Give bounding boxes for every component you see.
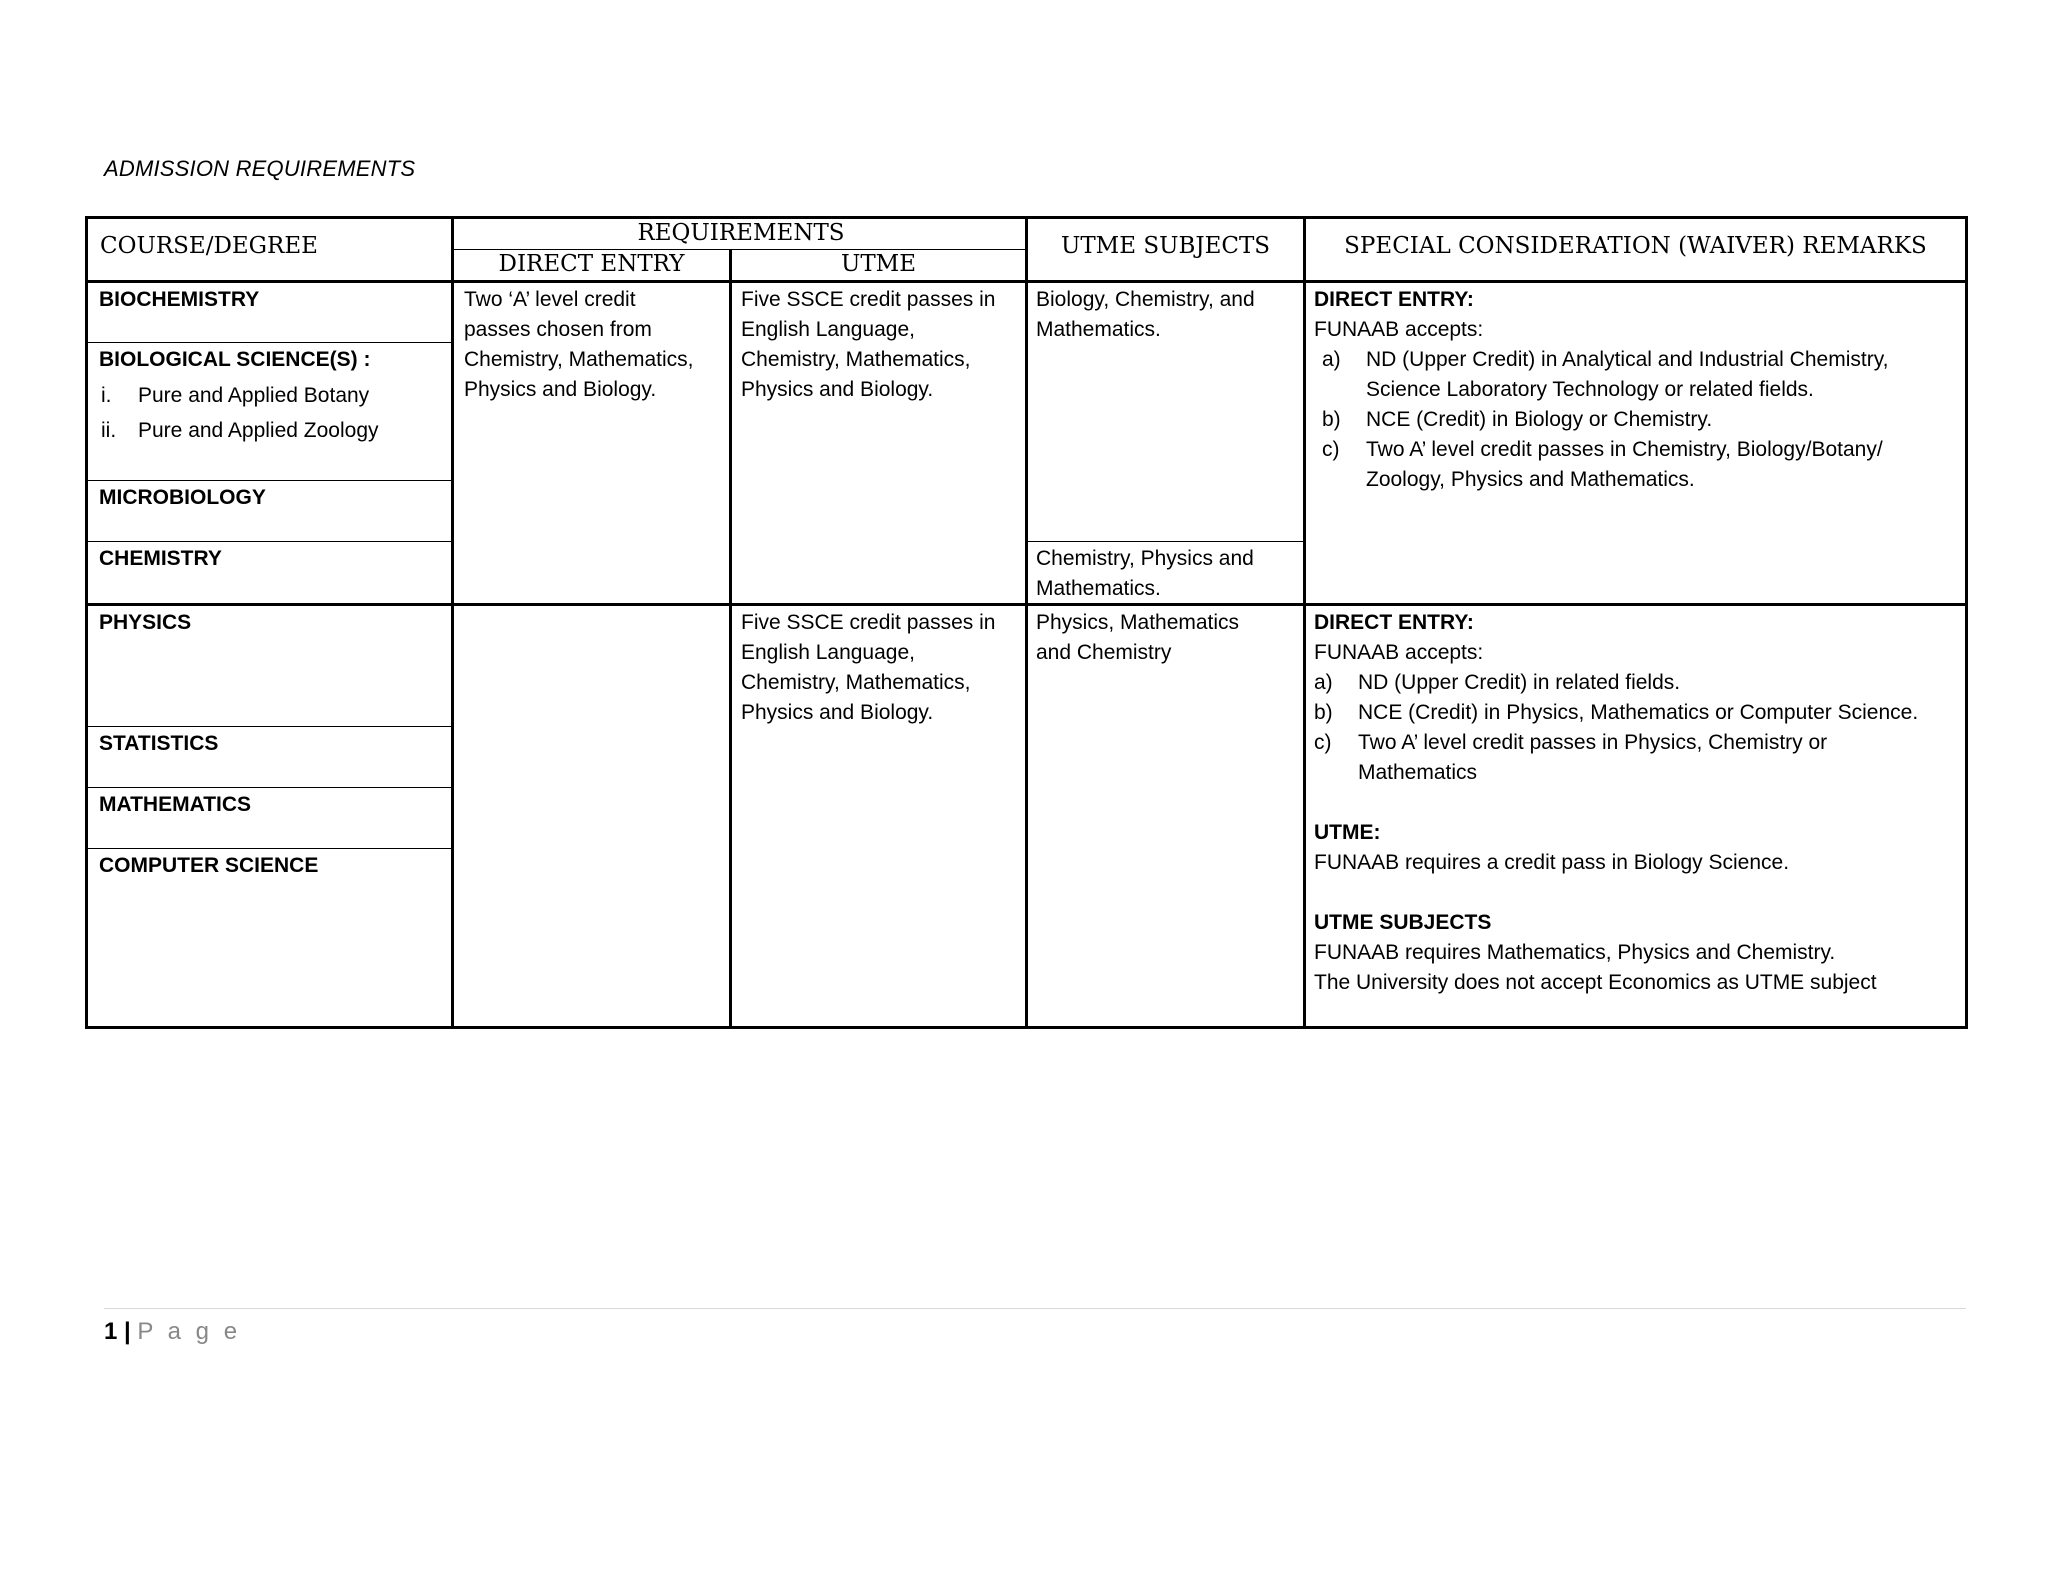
text-line: Physics, Mathematics — [1036, 611, 1240, 634]
header-sub-divider — [451, 249, 1028, 250]
row-line — [85, 342, 453, 343]
list-item-line: ND (Upper Credit) in Analytical and Industrial Chemistry, — [1366, 348, 1889, 371]
list-marker: c) — [1314, 731, 1332, 754]
text-line: Chemistry, Mathematics, — [741, 348, 971, 371]
utme-subjects-text: FUNAAB requires Mathematics, Physics and Chemistry. — [1314, 941, 1836, 964]
list-marker: a) — [1314, 671, 1333, 694]
text-line: Physics and Biology. — [464, 378, 657, 401]
list-item-line: NCE (Credit) in Biology or Chemistry. — [1366, 408, 1713, 431]
row-line — [1025, 541, 1305, 542]
list-marker: a) — [1322, 348, 1341, 371]
text-line: Mathematics. — [1036, 318, 1161, 341]
page-number: 1 — [104, 1318, 118, 1345]
group-divider — [85, 603, 1968, 606]
header-utme: UTME — [840, 251, 917, 277]
text-line: Chemistry, Mathematics, — [741, 671, 971, 694]
course-physics: PHYSICS — [99, 611, 192, 634]
row-line — [85, 848, 453, 849]
page-footer — [104, 1318, 241, 1346]
row-line — [85, 726, 453, 727]
text-line: English Language, — [741, 641, 915, 664]
text-line: Physics and Biology. — [741, 378, 934, 401]
header-direct-entry: DIRECT ENTRY — [498, 251, 685, 277]
header-utme-subjects: UTME SUBJECTS — [1060, 233, 1271, 259]
course-chemistry: CHEMISTRY — [99, 547, 222, 570]
list-marker: c) — [1322, 438, 1340, 461]
header-requirements: REQUIREMENTS — [637, 220, 845, 246]
row-line — [85, 787, 453, 788]
remarks-heading: DIRECT ENTRY: — [1314, 288, 1474, 311]
course-mathematics: MATHEMATICS — [99, 793, 252, 816]
text-line: Mathematics. — [1036, 577, 1161, 600]
text-line: and Chemistry — [1036, 641, 1172, 664]
course-biological-sciences: BIOLOGICAL SCIENCE(S) : — [99, 348, 371, 371]
col-divider-2 — [729, 249, 732, 1029]
course-statistics: STATISTICS — [99, 732, 219, 755]
header-bottom — [85, 280, 1968, 283]
footer-separator: | — [124, 1318, 131, 1345]
remarks-intro: FUNAAB accepts: — [1314, 318, 1484, 341]
text-line: Five SSCE credit passes in — [741, 288, 996, 311]
text-line: Five SSCE credit passes in — [741, 611, 996, 634]
page-label: P a g e — [137, 1318, 242, 1345]
remarks-intro: FUNAAB accepts: — [1314, 641, 1484, 664]
table-border-left — [85, 216, 88, 1029]
course-microbiology: MICROBIOLOGY — [99, 486, 266, 509]
text-line: passes chosen from — [464, 318, 652, 341]
utme-subjects-text: The University does not accept Economics as UTME subject — [1314, 971, 1877, 994]
footer-rule — [104, 1308, 1966, 1309]
document-title: ADMISSION REQUIREMENTS — [104, 156, 416, 181]
table-border-top — [85, 216, 1968, 219]
list-item-line: Mathematics — [1358, 761, 1478, 784]
list-item-line: Two A’ level credit passes in Chemistry, Biology/Botany/ — [1366, 438, 1883, 461]
table-border-bottom — [85, 1026, 1968, 1029]
list-marker: b) — [1322, 408, 1341, 431]
col-divider-1 — [451, 216, 454, 1029]
text-line: Biology, Chemistry, and — [1036, 288, 1255, 311]
list-item-line: ND (Upper Credit) in related fields. — [1358, 671, 1681, 694]
utme-text: FUNAAB requires a credit pass in Biology Science. — [1314, 851, 1790, 874]
list-item-line: Science Laboratory Technology or related fields. — [1366, 378, 1814, 401]
row-line — [85, 480, 453, 481]
sub-course-botany: Pure and Applied Botany — [138, 384, 370, 407]
list-marker: b) — [1314, 701, 1333, 724]
text-line: English Language, — [741, 318, 915, 341]
list-item-line: Two A’ level credit passes in Physics, Chemistry or — [1358, 731, 1828, 754]
text-line: Two ‘A’ level credit — [464, 288, 636, 311]
utme-subjects-heading: UTME SUBJECTS — [1314, 911, 1492, 934]
list-item-line: NCE (Credit) in Physics, Mathematics or Computer Science. — [1358, 701, 1919, 724]
utme-heading: UTME: — [1314, 821, 1381, 844]
col-divider-3 — [1025, 216, 1028, 1029]
remarks-heading: DIRECT ENTRY: — [1314, 611, 1474, 634]
header-course: COURSE/DEGREE — [100, 233, 318, 259]
course-computer-science: COMPUTER SCIENCE — [99, 854, 319, 877]
text-line: Physics and Biology. — [741, 701, 934, 724]
col-divider-4 — [1303, 216, 1306, 1029]
text-line: Chemistry, Physics and — [1036, 547, 1254, 570]
sub-marker: ii. — [101, 419, 117, 442]
text-line: Chemistry, Mathematics, — [464, 348, 694, 371]
list-item-line: Zoology, Physics and Mathematics. — [1366, 468, 1695, 491]
sub-marker: i. — [101, 384, 112, 407]
sub-course-zoology: Pure and Applied Zoology — [138, 419, 379, 442]
row-line — [85, 541, 453, 542]
course-biochemistry: BIOCHEMISTRY — [99, 288, 260, 311]
table-border-right — [1965, 216, 1968, 1029]
header-remarks: SPECIAL CONSIDERATION (WAIVER) REMARKS — [1344, 233, 1927, 259]
